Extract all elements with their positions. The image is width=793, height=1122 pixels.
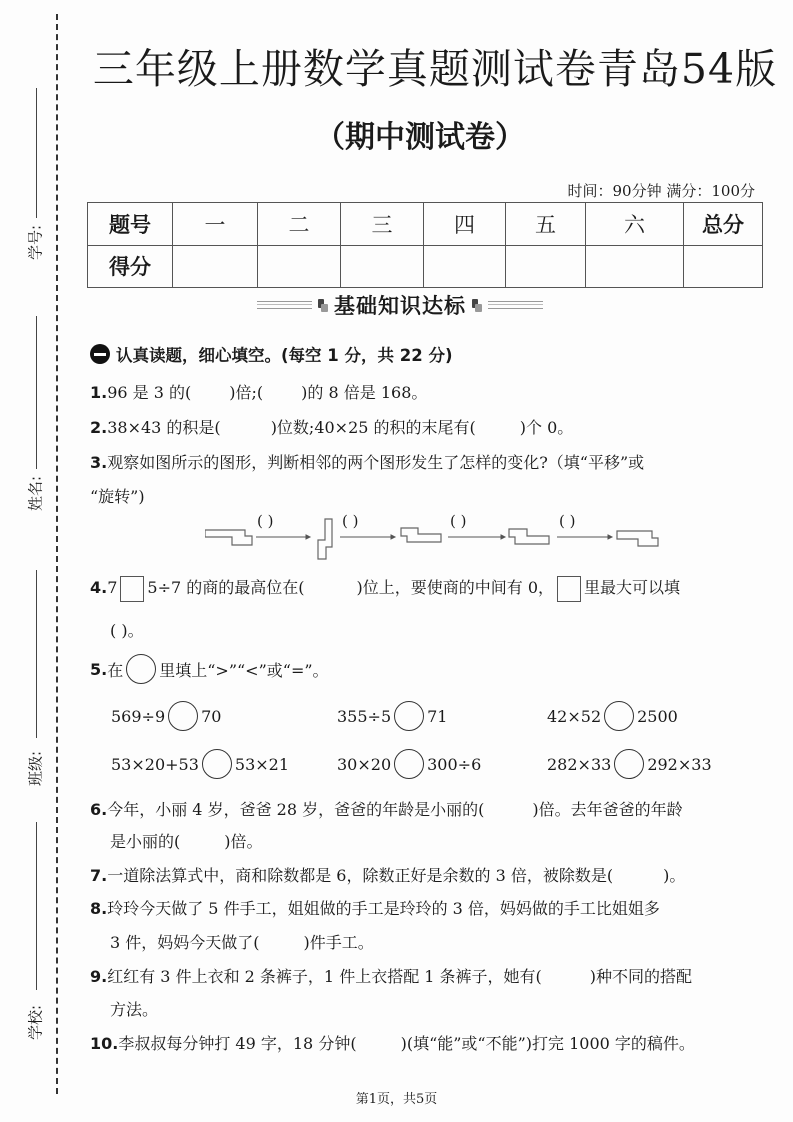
score-cell[interactable] [586, 245, 684, 288]
class-input-line[interactable] [36, 822, 37, 990]
question-text: 96 是 3 的( [107, 383, 192, 402]
section-header [90, 342, 453, 366]
question-text: )的 8 倍是 168。 [301, 383, 428, 402]
question-number: 3. [90, 453, 108, 472]
question-8-line2 [110, 930, 374, 953]
question-text: )。 [663, 866, 686, 885]
question-6-line2 [110, 829, 263, 852]
question-8 [90, 896, 660, 919]
class-label: 班级: [26, 750, 45, 787]
question-text: 38×43 的积是( [107, 418, 221, 437]
header-cell: 四 [424, 203, 506, 246]
question-4 [90, 575, 680, 602]
transform-answer-blank[interactable]: ( ) [257, 512, 274, 530]
comparison-left: 30×20 [337, 754, 392, 774]
compare-circle-input[interactable] [394, 749, 424, 779]
cut-line [56, 14, 58, 1094]
question-number: 5. [90, 659, 108, 679]
question-text: 在 [107, 660, 124, 680]
school-label: 学校: [26, 1004, 45, 1041]
question-number: 7. [90, 866, 108, 885]
question-text: 7 [107, 578, 118, 597]
question-text: )(填“能”或“不能”)打完 1000 字的稿件。 [400, 1034, 695, 1053]
question-3-line2: “旋转”) [90, 487, 145, 506]
header-cell: 总分 [684, 203, 763, 246]
shape-2-rotated [318, 519, 332, 559]
score-cell[interactable] [424, 245, 506, 288]
banner-divider-left [257, 301, 312, 309]
shape-3 [401, 528, 441, 542]
digit-box[interactable] [557, 576, 581, 602]
question-text: )倍。 [224, 832, 263, 851]
banner-ornament-icon [318, 299, 328, 312]
name-input-line[interactable] [36, 570, 37, 738]
score-cell[interactable] [258, 245, 341, 288]
header-cell: 二 [258, 203, 341, 246]
question-number: 9. [90, 967, 108, 986]
compare-circle-input[interactable] [168, 701, 198, 731]
comparison-left: 569÷9 [111, 706, 166, 726]
comparison-item [547, 749, 712, 779]
question-9-line2: 方法。 [110, 1000, 159, 1019]
shape-4 [509, 529, 549, 544]
question-text: )位上，要使商的中间有 0， [356, 578, 555, 597]
comparison-item [111, 701, 221, 731]
margin-line [36, 88, 37, 218]
header-cell: 题号 [88, 203, 173, 246]
question-text: 5÷7 的商的最高位在( [147, 578, 305, 597]
question-text: )倍;( [229, 383, 264, 402]
question-text: 一道除法算式中，商和除数都是 6，除数正好是余数的 3 倍，被除数是( [107, 866, 614, 885]
comparison-right: 70 [201, 706, 222, 726]
question-5 [90, 654, 329, 684]
header-cell: 一 [173, 203, 258, 246]
question-text: 里最大可以填 [584, 578, 681, 597]
question-text: 红红有 3 件上衣和 2 条裤子，1 件上衣搭配 1 条裤子，她有( [107, 967, 542, 986]
comparison-item [337, 749, 481, 779]
header-cell: 五 [506, 203, 586, 246]
comparison-right: 292×33 [647, 754, 712, 774]
score-table-header-row [88, 203, 763, 246]
comparison-item [547, 701, 678, 731]
question-text: 玲玲今天做了 5 件手工，姐姐做的手工是玲玲的 3 倍，妈妈做的手工比姐姐多 [107, 899, 660, 918]
question-text: )个 0。 [519, 418, 574, 437]
compare-circle [126, 654, 156, 684]
section-number-one-icon [90, 344, 110, 364]
banner-title: 基础知识达标 [334, 294, 466, 318]
shape-5 [617, 531, 658, 546]
compare-circle-input[interactable] [202, 749, 232, 779]
page-number: 第1页，共5页 [355, 1092, 438, 1107]
section-title: 认真读题，细心填空。(每空 1 分，共 22 分) [116, 346, 453, 365]
shape-1 [205, 530, 252, 545]
question-2 [90, 415, 573, 438]
page-subtitle: （期中测试卷） [315, 120, 525, 155]
comparison-right: 53×21 [234, 754, 290, 774]
comparison-item [111, 749, 289, 779]
binding-margin [0, 0, 70, 1122]
comparison-left: 42×52 [547, 706, 602, 726]
question-text: 3 件，妈妈今天做了( [110, 933, 260, 952]
question-text: )种不同的搭配 [589, 967, 693, 986]
question-1 [90, 380, 427, 403]
transform-answer-blank[interactable]: ( ) [559, 512, 576, 530]
question-text: )倍。去年爸爸的年龄 [532, 800, 683, 819]
compare-circle-input[interactable] [604, 701, 634, 731]
banner-divider-right [488, 301, 543, 309]
score-cell[interactable] [341, 245, 424, 288]
score-cell[interactable] [684, 245, 763, 288]
comparison-right: 300÷6 [427, 754, 482, 774]
question-4-line2[interactable]: ( )。 [110, 621, 144, 640]
comparison-right: 2500 [637, 706, 678, 726]
time-info: 时间：90分钟 满分：100分 [567, 182, 755, 200]
question-3 [90, 450, 644, 473]
score-table [87, 202, 763, 288]
transformation-figure [205, 510, 675, 560]
question-text: 李叔叔每分钟打 49 字，18 分钟( [118, 1034, 357, 1053]
header-cell: 三 [341, 203, 424, 246]
question-text: 里填上“>”“<”或“=”。 [159, 660, 329, 680]
comparison-left: 282×33 [547, 754, 612, 774]
section-banner [250, 290, 550, 320]
question-text: 今年，小丽 4 岁，爸爸 28 岁，爸爸的年龄是小丽的( [107, 800, 485, 819]
question-text: )件手工。 [303, 933, 374, 952]
comparison-left: 53×20+53 [111, 754, 199, 774]
name-label: 姓名: [26, 475, 45, 512]
question-text: )位数;40×25 的积的末尾有( [270, 418, 476, 437]
transform-answer-blank[interactable]: ( ) [342, 512, 359, 530]
header-cell: 六 [586, 203, 684, 246]
comparison-left: 355÷5 [337, 706, 392, 726]
comparison-right: 71 [427, 706, 448, 726]
question-6 [90, 797, 683, 820]
question-text: 观察如图所示的图形，判断相邻的两个图形发生了怎样的变化?（填“平移”或 [107, 453, 645, 472]
question-number: 6. [90, 800, 108, 819]
score-table-score-row [88, 245, 763, 288]
compare-circle-input[interactable] [394, 701, 424, 731]
question-7 [90, 863, 685, 886]
banner-ornament-icon [472, 299, 482, 312]
question-number: 4. [90, 578, 108, 597]
compare-circle-input[interactable] [614, 749, 644, 779]
question-number: 1. [90, 383, 108, 402]
student-id-input-line[interactable] [36, 316, 37, 469]
shapes-svg [205, 510, 675, 560]
page-title: 三年级上册数学真题测试卷青岛54版 [92, 45, 778, 93]
question-10 [90, 1031, 695, 1054]
digit-box[interactable] [120, 576, 144, 602]
question-number: 2. [90, 418, 108, 437]
comparison-item [337, 701, 447, 731]
question-text: 是小丽的( [110, 832, 181, 851]
student-id-label: 学号: [26, 224, 45, 261]
score-row-label: 得分 [88, 245, 173, 288]
score-cell[interactable] [506, 245, 586, 288]
question-number: 8. [90, 899, 108, 918]
score-cell[interactable] [173, 245, 258, 288]
question-number: 10. [90, 1034, 119, 1053]
transform-answer-blank[interactable]: ( ) [450, 512, 467, 530]
question-9 [90, 964, 692, 987]
